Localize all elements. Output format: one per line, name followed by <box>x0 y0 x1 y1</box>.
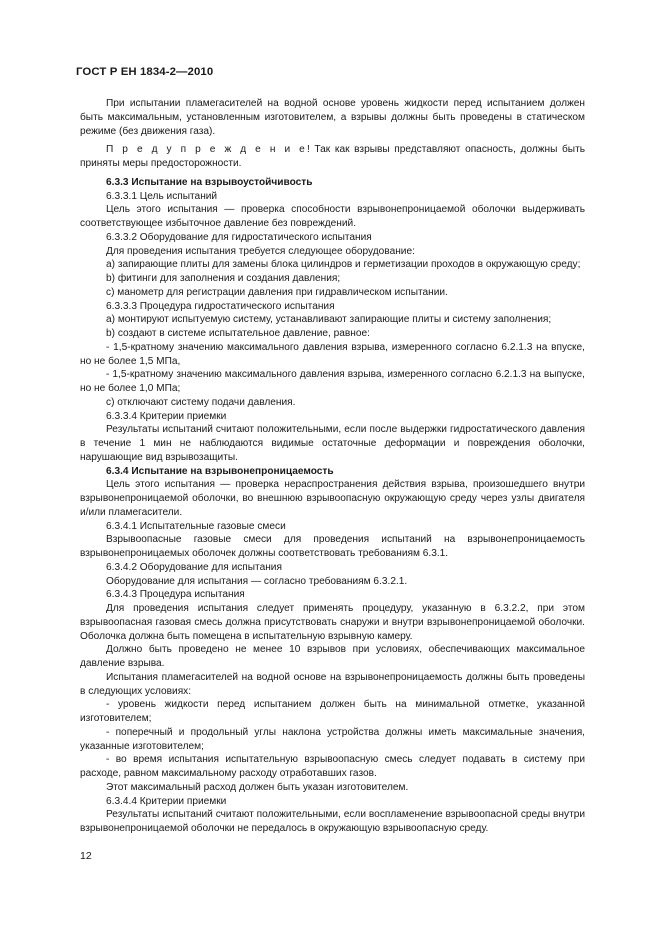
list-item: - поперечный и продольный углы наклона устройства должны иметь максимальные значения, указанные изготовителем; <box>80 726 585 752</box>
paragraph: Для проведения испытания требуется следующее оборудование: <box>106 245 415 257</box>
paragraph: Должно быть проведено не менее 10 взрывов при условиях, обеспечивающих максимальное давление взрыва. <box>80 644 585 669</box>
paragraph: Взрывоопасные газовые смеси для проведения испытаний на взрывонепроницаемость взрывонепроницаемых оболочек должны соответствовать требованиям 6.3.1. <box>80 534 585 559</box>
paragraph: Этот максимальный расход должен быть указан изготовителем. <box>106 781 409 793</box>
section-heading: 6.3.4 Испытание на взрывонепроницаемость <box>106 465 334 477</box>
paragraph: Испытания пламегасителей на водной основе на взрывонепроницаемость должны быть проведены в следующих условиях: <box>80 671 585 697</box>
document-header: ГОСТ Р ЕН 1834-2—2010 <box>76 66 214 78</box>
document-body <box>80 97 585 836</box>
subsection-title: 6.3.3.3 Процедура гидростатического испытания <box>106 300 335 312</box>
paragraph: Для проведения испытания следует применять процедуру, указанную в 6.3.2.2, при этом взрывоопасная газовая смесь должна присутствовать снаружи и внутри взрывонепроницаемой оболочки. Оболочка должна быть помещена в испытательную взрывную камеру. <box>80 603 585 642</box>
list-item: - 1,5-кратному значению максимального давления взрыва, измеренного согласно 6.2.1.3 на выпуске, но не более 1,0 МПа; <box>80 369 585 394</box>
subsection-title: 6.3.4.3 Процедура испытания <box>106 589 245 601</box>
list-item: а) запирающие плиты для замены блока цилиндров и герметизации проходов в окружающую среду; <box>106 259 581 271</box>
paragraph: Оборудование для испытания — согласно требованиям 6.3.2.1. <box>106 575 408 587</box>
list-item: с) отключают систему подачи давления. <box>106 396 296 408</box>
paragraph: Цель этого испытания — проверка способности взрывонепроницаемой оболочки выдерживать соответствующее избыточное давление без повреждений. <box>80 204 585 229</box>
list-item: - уровень жидкости перед испытанием должен быть на минимальной отметке, указанной изготовителем; <box>80 699 585 724</box>
list-item: - 1,5-кратному значению максимального давления взрыва, измеренного согласно 6.2.1.3 на впуске, но не более 1,5 МПа, <box>80 341 585 367</box>
page-number: 12 <box>80 850 92 862</box>
subsection-title: 6.3.4.1 Испытательные газовые смеси <box>106 520 286 532</box>
subsection-title: 6.3.4.4 Критерии приемки <box>106 795 227 807</box>
section-heading: 6.3.3 Испытание на взрывоустойчивость <box>106 176 313 188</box>
list-item: b) создают в системе испытательное давление, равное: <box>106 328 370 339</box>
subsection-title: 6.3.3.4 Критерии приемки <box>106 410 227 422</box>
warning-paragraph <box>80 143 585 171</box>
subsection-title: 6.3.3.2 Оборудование для гидростатического испытания <box>106 231 372 243</box>
warning-label: П р е д у п р е ж д е н и е <box>106 144 307 156</box>
paragraph: При испытании пламегасителей на водной основе уровень жидкости перед испытанием должен быть максимальным, установленным изготовителем, а взрывы должны быть проведены в статическом режиме (без движения газа). <box>80 98 585 137</box>
subsection-title: 6.3.4.2 Оборудование для испытания <box>106 561 282 573</box>
warning-text: ! Так как взрывы представляют опасность, должны быть приняты меры предосторожности. <box>80 144 585 169</box>
paragraph: Результаты испытаний считают положительными, если после выдержки гидростатического давления в течение 1 мин не наблюдаются видимые остаточные деформации и повреждения оболочки, нарушающие вид взрывозащиты. <box>80 424 585 463</box>
paragraph: Результаты испытаний считают положительными, если воспламенение взрывоопасной среды внутри взрывонепроницаемой оболочки не передалось в окружающую взрывоопасную среду. <box>80 809 585 834</box>
list-item: с) манометр для регистрации давления при гидравлическом испытании. <box>106 286 448 298</box>
subsection-title: 6.3.3.1 Цель испытаний <box>106 190 218 202</box>
paragraph: Цель этого испытания — проверка нераспространения действия взрыва, произошедшего внутри взрывонепроницаемой оболочки, во внешнюю взрывоопасную окружающую среду через узлы двигателя и/или пламегасители. <box>80 479 585 518</box>
list-item: а) монтируют испытуемую систему, устанавливают запирающие плиты и систему заполнения; <box>106 314 552 326</box>
list-item: b) фитинги для заполнения и создания давления; <box>106 273 341 284</box>
list-item: - во время испытания испытательную взрывоопасную смесь следует подавать в систему при расходе, равном максимальному расходу отработавших газов. <box>80 754 585 779</box>
